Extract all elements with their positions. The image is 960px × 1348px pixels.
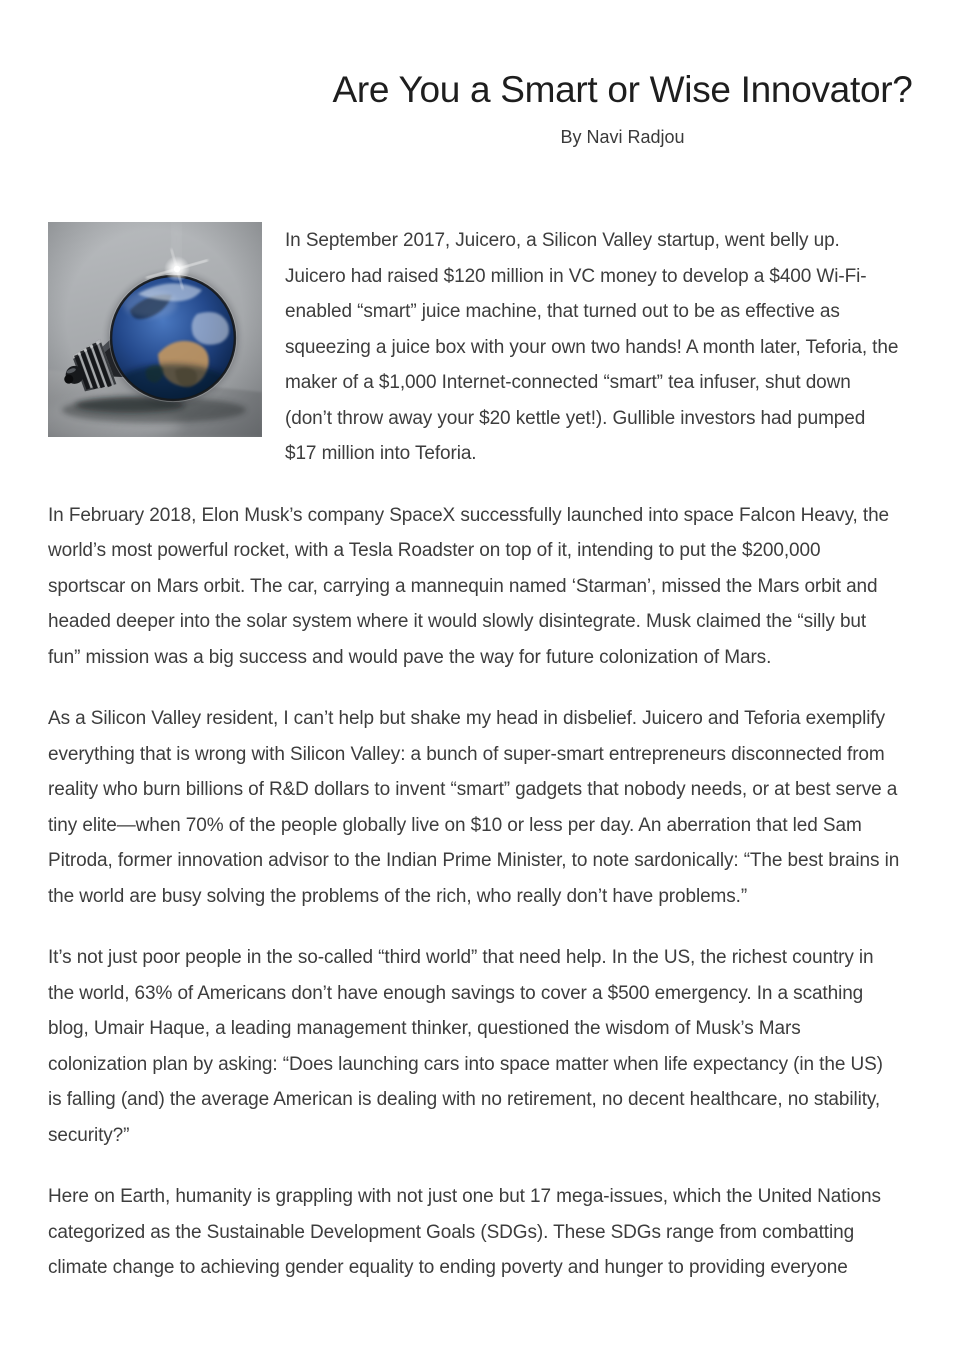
paragraph-3: As a Silicon Valley resident, I can’t help but shake my head in disbelief. Juicero and Teforia exemplify everything that is wrong with Silicon Valley: a bunch of super-smart entrepreneurs disconnected from reality who burn billions of R&D dollars to invent “smart” gadgets that nobody needs, or at best serve a tiny elite—when 70% of the people globally live on $10 or less per day. An aberration that led Sam Pitroda, former innovation advisor to the Indian Prime Minister, to note sardonically: “The best brains in the world are busy solving the problems of the rich, who really don’t have problems.” xyxy=(48,708,900,907)
earth-lightbulb-photo-icon xyxy=(48,222,262,437)
paragraph-5: Here on Earth, humanity is grappling with not just one but 17 mega-issues, which the United Nations categorized as the Sustainable Development Goals (SDGs). These SDGs range from combatting climate change to achieving gender equality to ending poverty and hunger to providing everyone xyxy=(48,1186,881,1278)
paragraph-4: It’s not just poor people in the so-called “third world” that need help. In the US, the richest country in the world, 63% of Americans don’t have enough savings to cover a $500 emergency. In a scathing blog, Umair Haque, a leading management thinker, questioned the wisdom of Musk’s Mars colonization plan by asking: “Does launching cars into space matter when life expectancy (in the US) is falling (and) the average American is dealing with no retirement, no decent healthcare, no stability, security?” xyxy=(48,947,883,1146)
article-body xyxy=(48,222,900,1286)
byline: By Navi Radjou xyxy=(560,127,685,147)
intro-text xyxy=(262,222,900,472)
article-header xyxy=(285,68,960,149)
article-image xyxy=(48,222,262,437)
intro-section xyxy=(48,222,900,472)
page-title: Are You a Smart or Wise Innovator? xyxy=(332,69,913,110)
paragraph-1: In September 2017, Juicero, a Silicon Valley startup, went belly up. Juicero had raised $120 million in VC money to develop a $400 Wi-Fi-enabled “smart” juice machine, that turned out to be as effective as squeezing a juice box with your own two hands! A month later, Teforia, the maker of a $1,000 Internet-connected “smart” tea infuser, shut down (don’t throw away your $20 kettle yet!). Gullible investors had pumped $17 million into Teforia. xyxy=(285,230,899,464)
paragraph-2: In February 2018, Elon Musk’s company SpaceX successfully launched into space Falcon Heavy, the world’s most powerful rocket, with a Tesla Roadster on top of it, intending to put the $200,000 sportscar on Mars orbit. The car, carrying a mannequin named ‘Starman’, missed the Mars orbit and headed deeper into the solar system where it would slowly disintegrate. Musk claimed the “silly but fun” mission was a big success and would pave the way for future colonization of Mars. xyxy=(48,504,890,668)
